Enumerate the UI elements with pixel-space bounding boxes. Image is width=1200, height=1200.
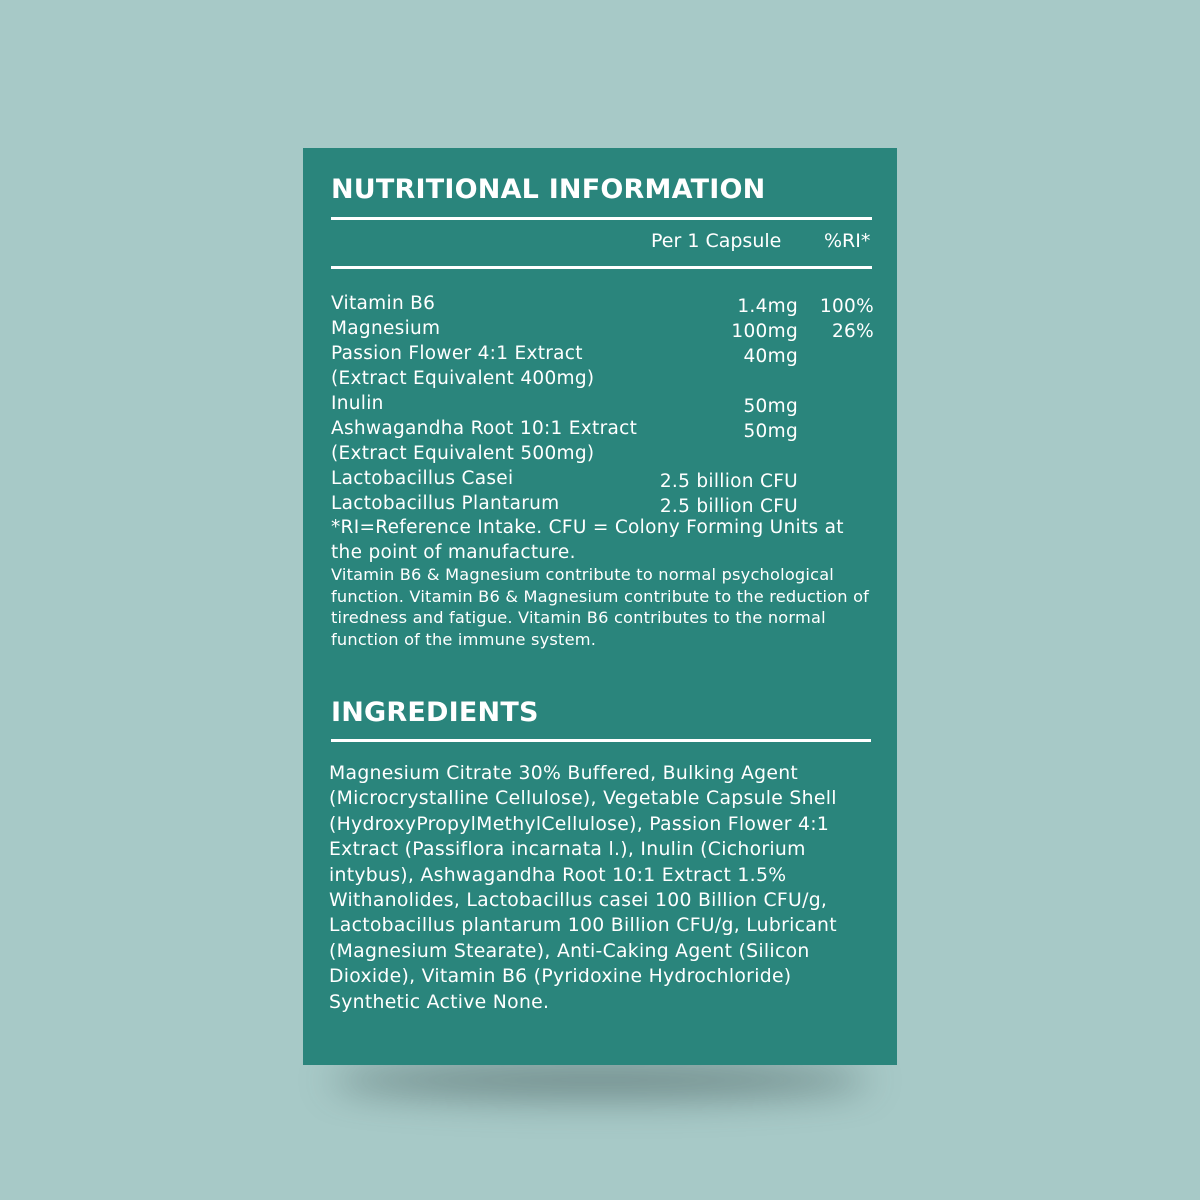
supplement-label — [303, 148, 897, 1065]
ingredients-list: Magnesium Citrate 30% Buffered, Bulking Agent (Microcrystalline Cellulose), Vegetable Capsule Shell (HydroxyPropylMethylCellulose), Passion Flower 4:1 Extract (Passiflora incarnata l.), Inulin (Cichorium intybus), Ashwagandha Root 10:1 Extract 1.5% Withanolides, Lactobacillus casei 100 Billion CFU/g, Lactobacillus plantarum 100 Billion CFU/g, Lubricant (Magnesium Stearate), Anti-Caking Agent (Silicon Dioxide), Vitamin B6 (Pyridoxine Hydrochloride) Synthetic Active None. — [329, 763, 837, 1013]
nutrient-row — [331, 466, 876, 491]
nutrient-name: Passion Flower 4:1 Extract (Extract Equivalent 400mg) — [331, 343, 595, 389]
nutrient-ri: 100% — [819, 296, 874, 317]
nutrient-name: Vitamin B6 — [331, 293, 436, 314]
nutrient-name: Magnesium — [331, 318, 441, 339]
nutrition-heading-rule — [331, 217, 872, 220]
nutrient-amount: 2.5 billion CFU — [659, 496, 798, 517]
nutrient-row — [331, 416, 876, 466]
nutrient-name: Ashwagandha Root 10:1 Extract (Extract Equivalent 500mg) — [331, 418, 638, 464]
nutrient-amount: 50mg — [743, 421, 798, 442]
label-shadow — [330, 1062, 870, 1098]
nutrient-amount: 50mg — [743, 396, 798, 417]
nutrient-amount: 2.5 billion CFU — [659, 471, 798, 492]
nutrient-list — [331, 291, 876, 516]
nutrition-heading: NUTRITIONAL INFORMATION — [331, 174, 766, 205]
ingredients-heading-rule — [331, 739, 871, 742]
column-header-rule — [331, 266, 872, 269]
nutrient-amount: 100mg — [731, 321, 798, 342]
nutrient-name: Inulin — [331, 393, 384, 414]
per-capsule-column-header: Per 1 Capsule — [651, 230, 782, 252]
nutrient-name: Lactobacillus Casei — [331, 468, 514, 489]
nutrient-row — [331, 316, 876, 341]
ri-column-header: %RI* — [824, 230, 871, 252]
nutrient-row — [331, 291, 876, 316]
nutrient-amount: 40mg — [743, 346, 798, 367]
nutrient-name: Lactobacillus Plantarum — [331, 493, 560, 514]
nutrient-row — [331, 491, 876, 516]
ri-footnote: *RI=Reference Intake. CFU = Colony Forming Units at the point of manufacture. — [331, 517, 844, 563]
nutrient-ri: 26% — [831, 321, 874, 342]
nutrient-row — [331, 341, 876, 391]
nutrient-amount: 1.4mg — [737, 296, 798, 317]
ingredients-heading: INGREDIENTS — [331, 697, 539, 728]
nutrient-row — [331, 391, 876, 416]
health-claims: Vitamin B6 & Magnesium contribute to normal psychological function. Vitamin B6 & Magnesium contribute to the reduction of tiredness and fatigue. Vitamin B6 contributes to the normal function of the immune system. — [331, 565, 870, 649]
